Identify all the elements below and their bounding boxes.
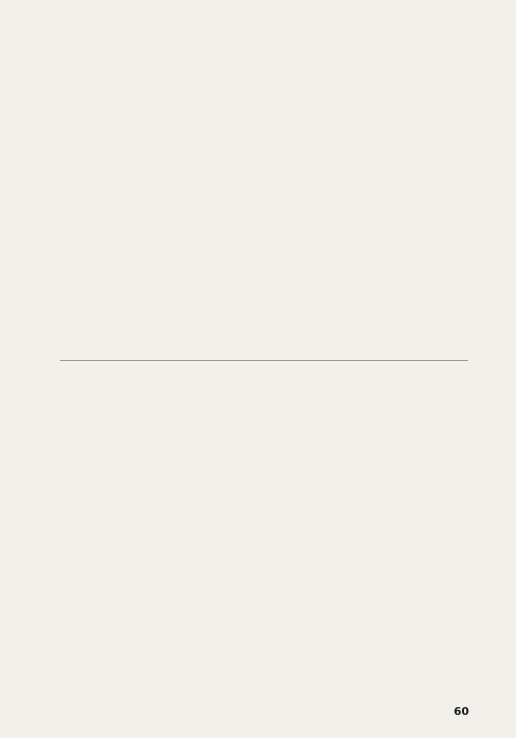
upper-text-block <box>56 48 466 348</box>
page-number: 60 <box>453 705 469 718</box>
lower-text-block <box>56 378 466 678</box>
divider-line <box>60 360 468 361</box>
